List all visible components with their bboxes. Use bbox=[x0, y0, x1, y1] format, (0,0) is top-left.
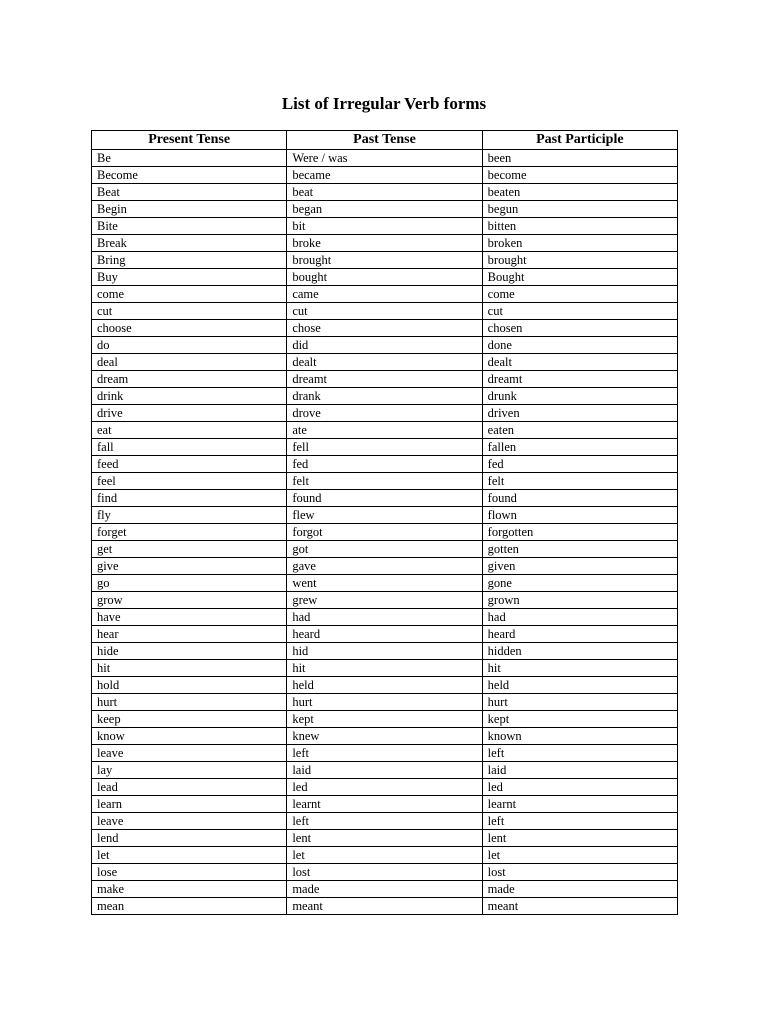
cell-past-participle: Bought bbox=[482, 269, 677, 286]
table-row bbox=[92, 456, 678, 473]
cell-present-tense: fly bbox=[92, 507, 287, 524]
cell-present-tense: fall bbox=[92, 439, 287, 456]
cell-past-tense: hit bbox=[287, 660, 482, 677]
cell-present-tense: feed bbox=[92, 456, 287, 473]
table-row bbox=[92, 762, 678, 779]
cell-past-tense: held bbox=[287, 677, 482, 694]
cell-present-tense: know bbox=[92, 728, 287, 745]
cell-present-tense: hurt bbox=[92, 694, 287, 711]
irregular-verbs-table bbox=[91, 130, 678, 915]
cell-past-tense: laid bbox=[287, 762, 482, 779]
cell-present-tense: lend bbox=[92, 830, 287, 847]
table-row bbox=[92, 218, 678, 235]
table-row bbox=[92, 405, 678, 422]
cell-present-tense: lay bbox=[92, 762, 287, 779]
table-row bbox=[92, 813, 678, 830]
table-row bbox=[92, 711, 678, 728]
cell-past-tense: left bbox=[287, 745, 482, 762]
cell-past-tense: heard bbox=[287, 626, 482, 643]
cell-past-participle: felt bbox=[482, 473, 677, 490]
cell-past-participle: made bbox=[482, 881, 677, 898]
table-row bbox=[92, 388, 678, 405]
cell-past-tense: chose bbox=[287, 320, 482, 337]
cell-present-tense: Be bbox=[92, 150, 287, 167]
table-row bbox=[92, 609, 678, 626]
cell-past-participle: become bbox=[482, 167, 677, 184]
cell-present-tense: lead bbox=[92, 779, 287, 796]
cell-past-participle: eaten bbox=[482, 422, 677, 439]
cell-present-tense: leave bbox=[92, 745, 287, 762]
cell-past-tense: knew bbox=[287, 728, 482, 745]
cell-past-tense: lent bbox=[287, 830, 482, 847]
cell-past-participle: flown bbox=[482, 507, 677, 524]
cell-past-tense: let bbox=[287, 847, 482, 864]
table-row bbox=[92, 881, 678, 898]
cell-past-participle: given bbox=[482, 558, 677, 575]
table-body bbox=[92, 150, 678, 915]
table-row bbox=[92, 235, 678, 252]
cell-past-participle: dealt bbox=[482, 354, 677, 371]
table-row bbox=[92, 371, 678, 388]
table-row bbox=[92, 830, 678, 847]
cell-past-tense: cut bbox=[287, 303, 482, 320]
cell-past-tense: began bbox=[287, 201, 482, 218]
table-row bbox=[92, 847, 678, 864]
table-row bbox=[92, 439, 678, 456]
cell-past-tense: dreamt bbox=[287, 371, 482, 388]
cell-past-participle: kept bbox=[482, 711, 677, 728]
cell-past-tense: grew bbox=[287, 592, 482, 609]
table-row bbox=[92, 558, 678, 575]
cell-past-participle: grown bbox=[482, 592, 677, 609]
cell-past-tense: hurt bbox=[287, 694, 482, 711]
cell-present-tense: Buy bbox=[92, 269, 287, 286]
table-row bbox=[92, 422, 678, 439]
cell-present-tense: Bite bbox=[92, 218, 287, 235]
cell-present-tense: Beat bbox=[92, 184, 287, 201]
cell-present-tense: grow bbox=[92, 592, 287, 609]
cell-past-participle: left bbox=[482, 813, 677, 830]
header-past-participle: Past Participle bbox=[482, 131, 677, 150]
cell-present-tense: drive bbox=[92, 405, 287, 422]
table-row bbox=[92, 337, 678, 354]
cell-past-tense: led bbox=[287, 779, 482, 796]
cell-present-tense: mean bbox=[92, 898, 287, 915]
table-row bbox=[92, 252, 678, 269]
cell-past-participle: done bbox=[482, 337, 677, 354]
cell-past-participle: dreamt bbox=[482, 371, 677, 388]
cell-past-tense: became bbox=[287, 167, 482, 184]
cell-present-tense: dream bbox=[92, 371, 287, 388]
cell-past-participle: learnt bbox=[482, 796, 677, 813]
table-row bbox=[92, 592, 678, 609]
cell-past-tense: did bbox=[287, 337, 482, 354]
cell-past-participle: lost bbox=[482, 864, 677, 881]
cell-present-tense: choose bbox=[92, 320, 287, 337]
table-header-row bbox=[92, 131, 678, 150]
cell-present-tense: find bbox=[92, 490, 287, 507]
cell-past-participle: cut bbox=[482, 303, 677, 320]
cell-present-tense: cut bbox=[92, 303, 287, 320]
table-row bbox=[92, 898, 678, 915]
cell-present-tense: hear bbox=[92, 626, 287, 643]
table-row bbox=[92, 677, 678, 694]
cell-past-tense: learnt bbox=[287, 796, 482, 813]
table-row bbox=[92, 541, 678, 558]
table-row bbox=[92, 643, 678, 660]
page-title: List of Irregular Verb forms bbox=[281, 94, 487, 113]
cell-past-tense: left bbox=[287, 813, 482, 830]
cell-past-participle: broken bbox=[482, 235, 677, 252]
cell-past-participle: gone bbox=[482, 575, 677, 592]
cell-present-tense: go bbox=[92, 575, 287, 592]
cell-present-tense: keep bbox=[92, 711, 287, 728]
cell-past-participle: brought bbox=[482, 252, 677, 269]
table-row bbox=[92, 150, 678, 167]
cell-past-tense: had bbox=[287, 609, 482, 626]
cell-present-tense: forget bbox=[92, 524, 287, 541]
table-row bbox=[92, 167, 678, 184]
cell-past-tense: hid bbox=[287, 643, 482, 660]
cell-past-tense: broke bbox=[287, 235, 482, 252]
cell-past-tense: felt bbox=[287, 473, 482, 490]
cell-present-tense: hide bbox=[92, 643, 287, 660]
cell-past-tense: came bbox=[287, 286, 482, 303]
cell-past-participle: left bbox=[482, 745, 677, 762]
cell-past-tense: drove bbox=[287, 405, 482, 422]
cell-past-tense: fed bbox=[287, 456, 482, 473]
cell-past-participle: let bbox=[482, 847, 677, 864]
cell-past-participle: lent bbox=[482, 830, 677, 847]
cell-past-tense: flew bbox=[287, 507, 482, 524]
cell-past-tense: ate bbox=[287, 422, 482, 439]
cell-past-tense: lost bbox=[287, 864, 482, 881]
cell-past-tense: bought bbox=[287, 269, 482, 286]
cell-past-tense: dealt bbox=[287, 354, 482, 371]
cell-past-participle: known bbox=[482, 728, 677, 745]
cell-past-participle: beaten bbox=[482, 184, 677, 201]
table-row bbox=[92, 745, 678, 762]
cell-past-tense: fell bbox=[287, 439, 482, 456]
cell-past-participle: come bbox=[482, 286, 677, 303]
table-row bbox=[92, 779, 678, 796]
cell-past-tense: made bbox=[287, 881, 482, 898]
cell-past-tense: got bbox=[287, 541, 482, 558]
cell-present-tense: make bbox=[92, 881, 287, 898]
cell-past-participle: fed bbox=[482, 456, 677, 473]
cell-past-participle: hurt bbox=[482, 694, 677, 711]
cell-present-tense: eat bbox=[92, 422, 287, 439]
cell-past-tense: forgot bbox=[287, 524, 482, 541]
cell-present-tense: do bbox=[92, 337, 287, 354]
table-row bbox=[92, 320, 678, 337]
cell-past-tense: gave bbox=[287, 558, 482, 575]
table-row bbox=[92, 354, 678, 371]
cell-present-tense: come bbox=[92, 286, 287, 303]
cell-present-tense: leave bbox=[92, 813, 287, 830]
cell-past-participle: led bbox=[482, 779, 677, 796]
cell-past-tense: beat bbox=[287, 184, 482, 201]
table-row bbox=[92, 490, 678, 507]
cell-present-tense: hold bbox=[92, 677, 287, 694]
cell-present-tense: learn bbox=[92, 796, 287, 813]
cell-past-participle: hit bbox=[482, 660, 677, 677]
cell-past-participle: been bbox=[482, 150, 677, 167]
table-row bbox=[92, 575, 678, 592]
cell-past-tense: meant bbox=[287, 898, 482, 915]
table-row bbox=[92, 626, 678, 643]
table-row bbox=[92, 660, 678, 677]
cell-past-participle: chosen bbox=[482, 320, 677, 337]
cell-past-participle: begun bbox=[482, 201, 677, 218]
cell-present-tense: let bbox=[92, 847, 287, 864]
cell-present-tense: lose bbox=[92, 864, 287, 881]
cell-past-tense: Were / was bbox=[287, 150, 482, 167]
cell-present-tense: drink bbox=[92, 388, 287, 405]
cell-present-tense: Bring bbox=[92, 252, 287, 269]
table-row bbox=[92, 201, 678, 218]
cell-present-tense: Break bbox=[92, 235, 287, 252]
header-past-tense: Past Tense bbox=[287, 131, 482, 150]
cell-past-participle: meant bbox=[482, 898, 677, 915]
cell-present-tense: hit bbox=[92, 660, 287, 677]
cell-past-tense: drank bbox=[287, 388, 482, 405]
table-row bbox=[92, 524, 678, 541]
table-row bbox=[92, 473, 678, 490]
cell-past-participle: had bbox=[482, 609, 677, 626]
cell-present-tense: deal bbox=[92, 354, 287, 371]
table-row bbox=[92, 507, 678, 524]
cell-present-tense: get bbox=[92, 541, 287, 558]
cell-past-participle: heard bbox=[482, 626, 677, 643]
cell-past-participle: bitten bbox=[482, 218, 677, 235]
cell-present-tense: Begin bbox=[92, 201, 287, 218]
table-row bbox=[92, 286, 678, 303]
table-row bbox=[92, 184, 678, 201]
cell-past-participle: found bbox=[482, 490, 677, 507]
table-row bbox=[92, 694, 678, 711]
cell-past-tense: went bbox=[287, 575, 482, 592]
cell-past-tense: brought bbox=[287, 252, 482, 269]
cell-past-participle: gotten bbox=[482, 541, 677, 558]
cell-past-participle: drunk bbox=[482, 388, 677, 405]
cell-past-participle: fallen bbox=[482, 439, 677, 456]
table-row bbox=[92, 796, 678, 813]
cell-present-tense: give bbox=[92, 558, 287, 575]
table-row bbox=[92, 864, 678, 881]
cell-past-tense: bit bbox=[287, 218, 482, 235]
table-row bbox=[92, 728, 678, 745]
cell-past-participle: forgotten bbox=[482, 524, 677, 541]
cell-present-tense: feel bbox=[92, 473, 287, 490]
cell-past-participle: driven bbox=[482, 405, 677, 422]
cell-past-tense: kept bbox=[287, 711, 482, 728]
cell-past-participle: held bbox=[482, 677, 677, 694]
cell-past-participle: laid bbox=[482, 762, 677, 779]
cell-present-tense: have bbox=[92, 609, 287, 626]
header-present-tense: Present Tense bbox=[92, 131, 287, 150]
table-row bbox=[92, 303, 678, 320]
cell-past-tense: found bbox=[287, 490, 482, 507]
cell-past-participle: hidden bbox=[482, 643, 677, 660]
cell-present-tense: Become bbox=[92, 167, 287, 184]
table-row bbox=[92, 269, 678, 286]
